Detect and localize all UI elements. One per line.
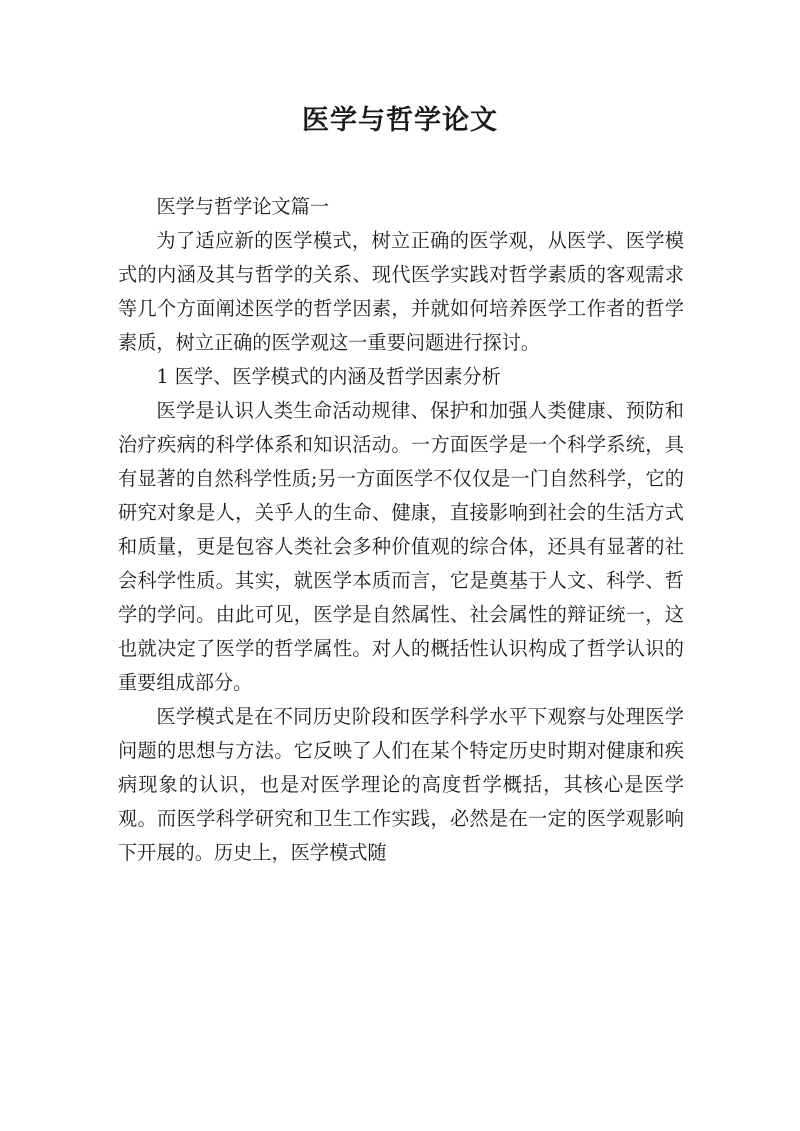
document-title: 医学与哲学论文 xyxy=(302,105,498,136)
section-heading: 1 医学、医学模式的内涵及哲学因素分析 xyxy=(156,365,501,388)
paragraph: 为了适应新的医学模式，树立正确的医学观，从医学、医学模式的内涵及其与哲学的关系、现代医学实践对哲学素质的客观需求等几个方面阐述医学的哲学因素，并就如何培养医学工作者的哲学素质，树立正确的医学观这一重要问题进行探讨。 xyxy=(118,229,684,354)
section-subtitle: 医学与哲学论文篇一 xyxy=(156,195,330,218)
paragraph: 医学模式是在不同历史阶段和医学科学水平下观察与处理医学问题的思想与方法。它反映了人们在某个特定历史时期对健康和疾病现象的认识，也是对医学理论的高度哲学概括，其核心是医学观。而医学科学研究和卫生工作实践，必然是在一定的医学观影响下开展的。历史上，医学模式随 xyxy=(118,705,684,864)
paragraph: 医学是认识人类生命活动规律、保护和加强人类健康、预防和治疗疾病的科学体系和知识活动。一方面医学是一个科学系统，具有显著的自然科学性质;另一方面医学不仅仅是一门自然科学，它的研究对象是人，关乎人的生命、健康，直接影响到社会的生活方式和质量，更是包容人类社会多种价值观的综合体，还具有显著的社会科学性质。其实，就医学本质而言，它是奠基于人文、科学、哲学的学问。由此可见，医学是自然属性、社会属性的辩证统一，这也就决定了医学的哲学属性。对人的概括性认识构成了哲学认识的重要组成部分。 xyxy=(118,399,684,694)
document-body xyxy=(118,190,684,870)
